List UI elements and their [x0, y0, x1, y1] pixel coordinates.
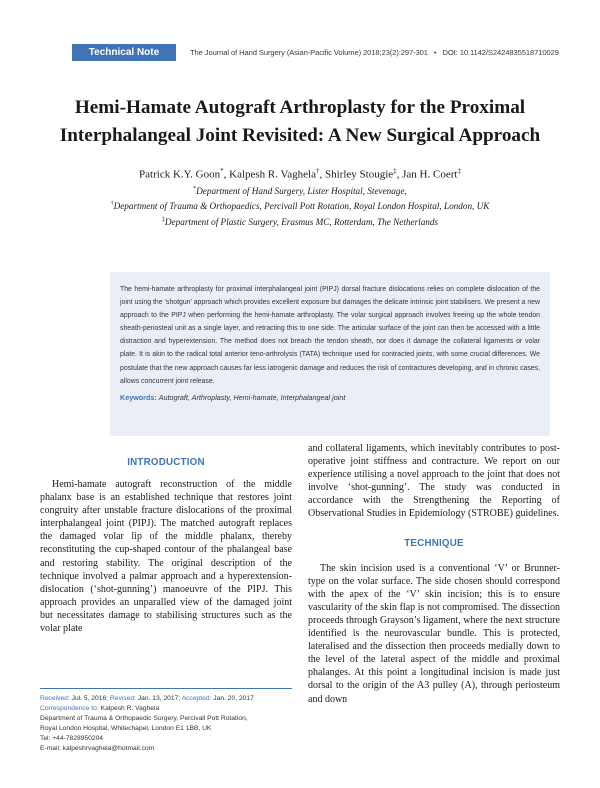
journal-header	[0, 44, 600, 61]
correspondence-name: Kalpesh R. Vaghela	[100, 704, 160, 712]
author-name: Kalpesh R. Vaghela	[229, 168, 316, 181]
accepted-date: Jan. 20, 2017	[213, 695, 254, 702]
keywords-list: Autograft, Arthroplasty, Hemi-hamate, Interphalangeal joint	[158, 392, 346, 402]
affiliation-text: Department of Plastic Surgery, Erasmus MC, Rotterdam, The Netherlands	[164, 216, 439, 227]
abstract-box	[110, 272, 550, 436]
title-line-1: Hemi-Hamate Autograft Arthroplasty for the Proximal	[74, 97, 526, 118]
affiliation-mark: †	[110, 201, 114, 208]
author-list	[40, 164, 560, 182]
affiliation-mark: ‡	[161, 216, 165, 223]
abstract-text: The hemi-hamate arthroplasty for proximal interphalangeal joint (PIPJ) dorsal fracture dislocations relies on complete dislocation of the joint using the ‘shotgun’ approach which provides excellent exposure but damages the delicate intrinsic joint stabilisers. We present a new approach to the PIPJ when performing the hemi-hamate arthroplasty. The volar surgical approach involves freeing up the whole tendon sheath-periosteal unit as a single layer, and retracting this to one side. The articular surface of the joint can then be accessed with a little distraction and hyperextension. The method does not breach the tendon sheath, nor does it damage the collateral ligaments or volar plate. It is akin to the radical total anterior teno-arthrolysis (TATA) technique used for contracted joints, with some crucial differences. We postulate that the new approach causes far less iatrogenic damage and reduces the risk of contractures developing, and in chronic cases, allows concurrent joint release.	[120, 286, 540, 385]
article-footnote	[40, 688, 292, 753]
author-name: Jan H. Coert	[402, 168, 458, 181]
article-title	[40, 94, 560, 150]
technique-paragraph: The skin incision used is a conventional ‘V’ or Brunner-type on the volar surface. The side chosen should correspond with the apex of the ‘V’ skin incision; this is to ensure vascularity of the skin flap is not compromised. The dissection proceeds through Grayson’s ligament, where the next structure identified is the neurovascular bundle. This is protected, lateralised and the dissection then proceeds medially down to the level of the lateral aspect of the middle and proximal phalanges. At this point a longitudinal incision is made just dorsal to the origin of the A3 pulley (A), through periosteum and down	[308, 562, 560, 705]
author-mark: ‡	[457, 167, 461, 175]
doi-link[interactable]: DOI: 10.1142/S2424835518710029	[442, 48, 559, 57]
correspondence-line	[40, 704, 292, 714]
revised-label: Revised:	[109, 695, 136, 702]
affiliation	[40, 183, 560, 198]
affiliation-list	[40, 183, 560, 229]
author-name: Shirley Stougie	[325, 168, 394, 181]
address-line-1: Department of Trauma & Orthopaedic Surgery, Percivall Pott Rotation,	[40, 714, 248, 722]
introduction-continuation: and collateral ligaments, which inevitably contributes to post-operative joint stiffness and contracture. We report on our experience utilising a novel approach to the joint that does not involve ‘shot-gunning’. The study was conducted in accordance with the Strengthening the Reporting of Observational Studies in Epidemiology (STROBE) guidelines.	[308, 443, 560, 520]
author-separator: ,	[319, 168, 325, 181]
affiliation	[40, 198, 560, 213]
revised-date: Jan. 13, 2017;	[137, 695, 181, 702]
author-separator: ,	[223, 168, 230, 181]
author-mark: †	[316, 167, 320, 175]
affiliation	[40, 214, 560, 229]
journal-reference: The Journal of Hand Surgery (Asian-Pacific Volume) 2018;23(2):297-301	[190, 48, 428, 57]
affiliation-text: Department of Trauma & Orthopaedics, Percivall Pott Rotation, Royal London Hospital, London, UK	[113, 201, 490, 212]
telephone-line: Tel: +44-7828950204	[40, 734, 104, 742]
affiliation-text: Department of Hand Surgery, Lister Hospital, Stevenage,	[196, 186, 407, 197]
author-mark: ‡	[393, 167, 397, 175]
technique-heading: TECHNIQUE	[404, 537, 464, 549]
affiliation-mark: *	[193, 186, 197, 192]
journal-citation	[190, 44, 559, 61]
bullet-separator: •	[433, 48, 437, 57]
received-date: Jul. 5, 2016;	[71, 695, 109, 702]
dates-line	[40, 694, 292, 704]
introduction-heading: INTRODUCTION	[127, 457, 205, 468]
keywords-label: Keywords:	[120, 392, 157, 402]
email-line[interactable]: E-mail: kalpeshrvaghela@hotmail.com	[40, 744, 155, 752]
author-mark: *	[220, 167, 224, 175]
author-separator: ,	[396, 168, 403, 181]
introduction-paragraph: Hemi-hamate autograft reconstruction of the middle phalanx base is an established technique that restores joint congruity after unstable fracture dislocations of the proximal interphalangeal joint (PIPJ). The matched autograft replaces the damaged volar lip of the middle phalanx, thereby reconstituting the cup-shaped contour of the phalangeal base and restoring stability. The original description of the technique involved a palmar approach and a hyperextension-dislocation (‘shot-gunning’) manoeuvre of the PIPJ. This approach provides an unparalled view of the damaged joint but necessitates damage to stabilising structures such as the volar plate	[40, 479, 292, 635]
right-column	[308, 442, 560, 706]
article-type-badge: Technical Note	[72, 44, 176, 61]
received-label: Received:	[40, 695, 70, 702]
author-name: Patrick K.Y. Goon	[139, 168, 221, 181]
keywords-line	[120, 392, 540, 403]
correspondence-label: Correspondence to:	[40, 704, 99, 712]
accepted-label: Accepted:	[181, 695, 212, 702]
left-column	[40, 456, 292, 635]
title-line-2: Interphalangeal Joint Revisited: A New Surgical Approach	[59, 125, 541, 146]
address-line-2: Royal London Hospital, Whitechapel, London E1 1BB, UK	[40, 724, 212, 732]
